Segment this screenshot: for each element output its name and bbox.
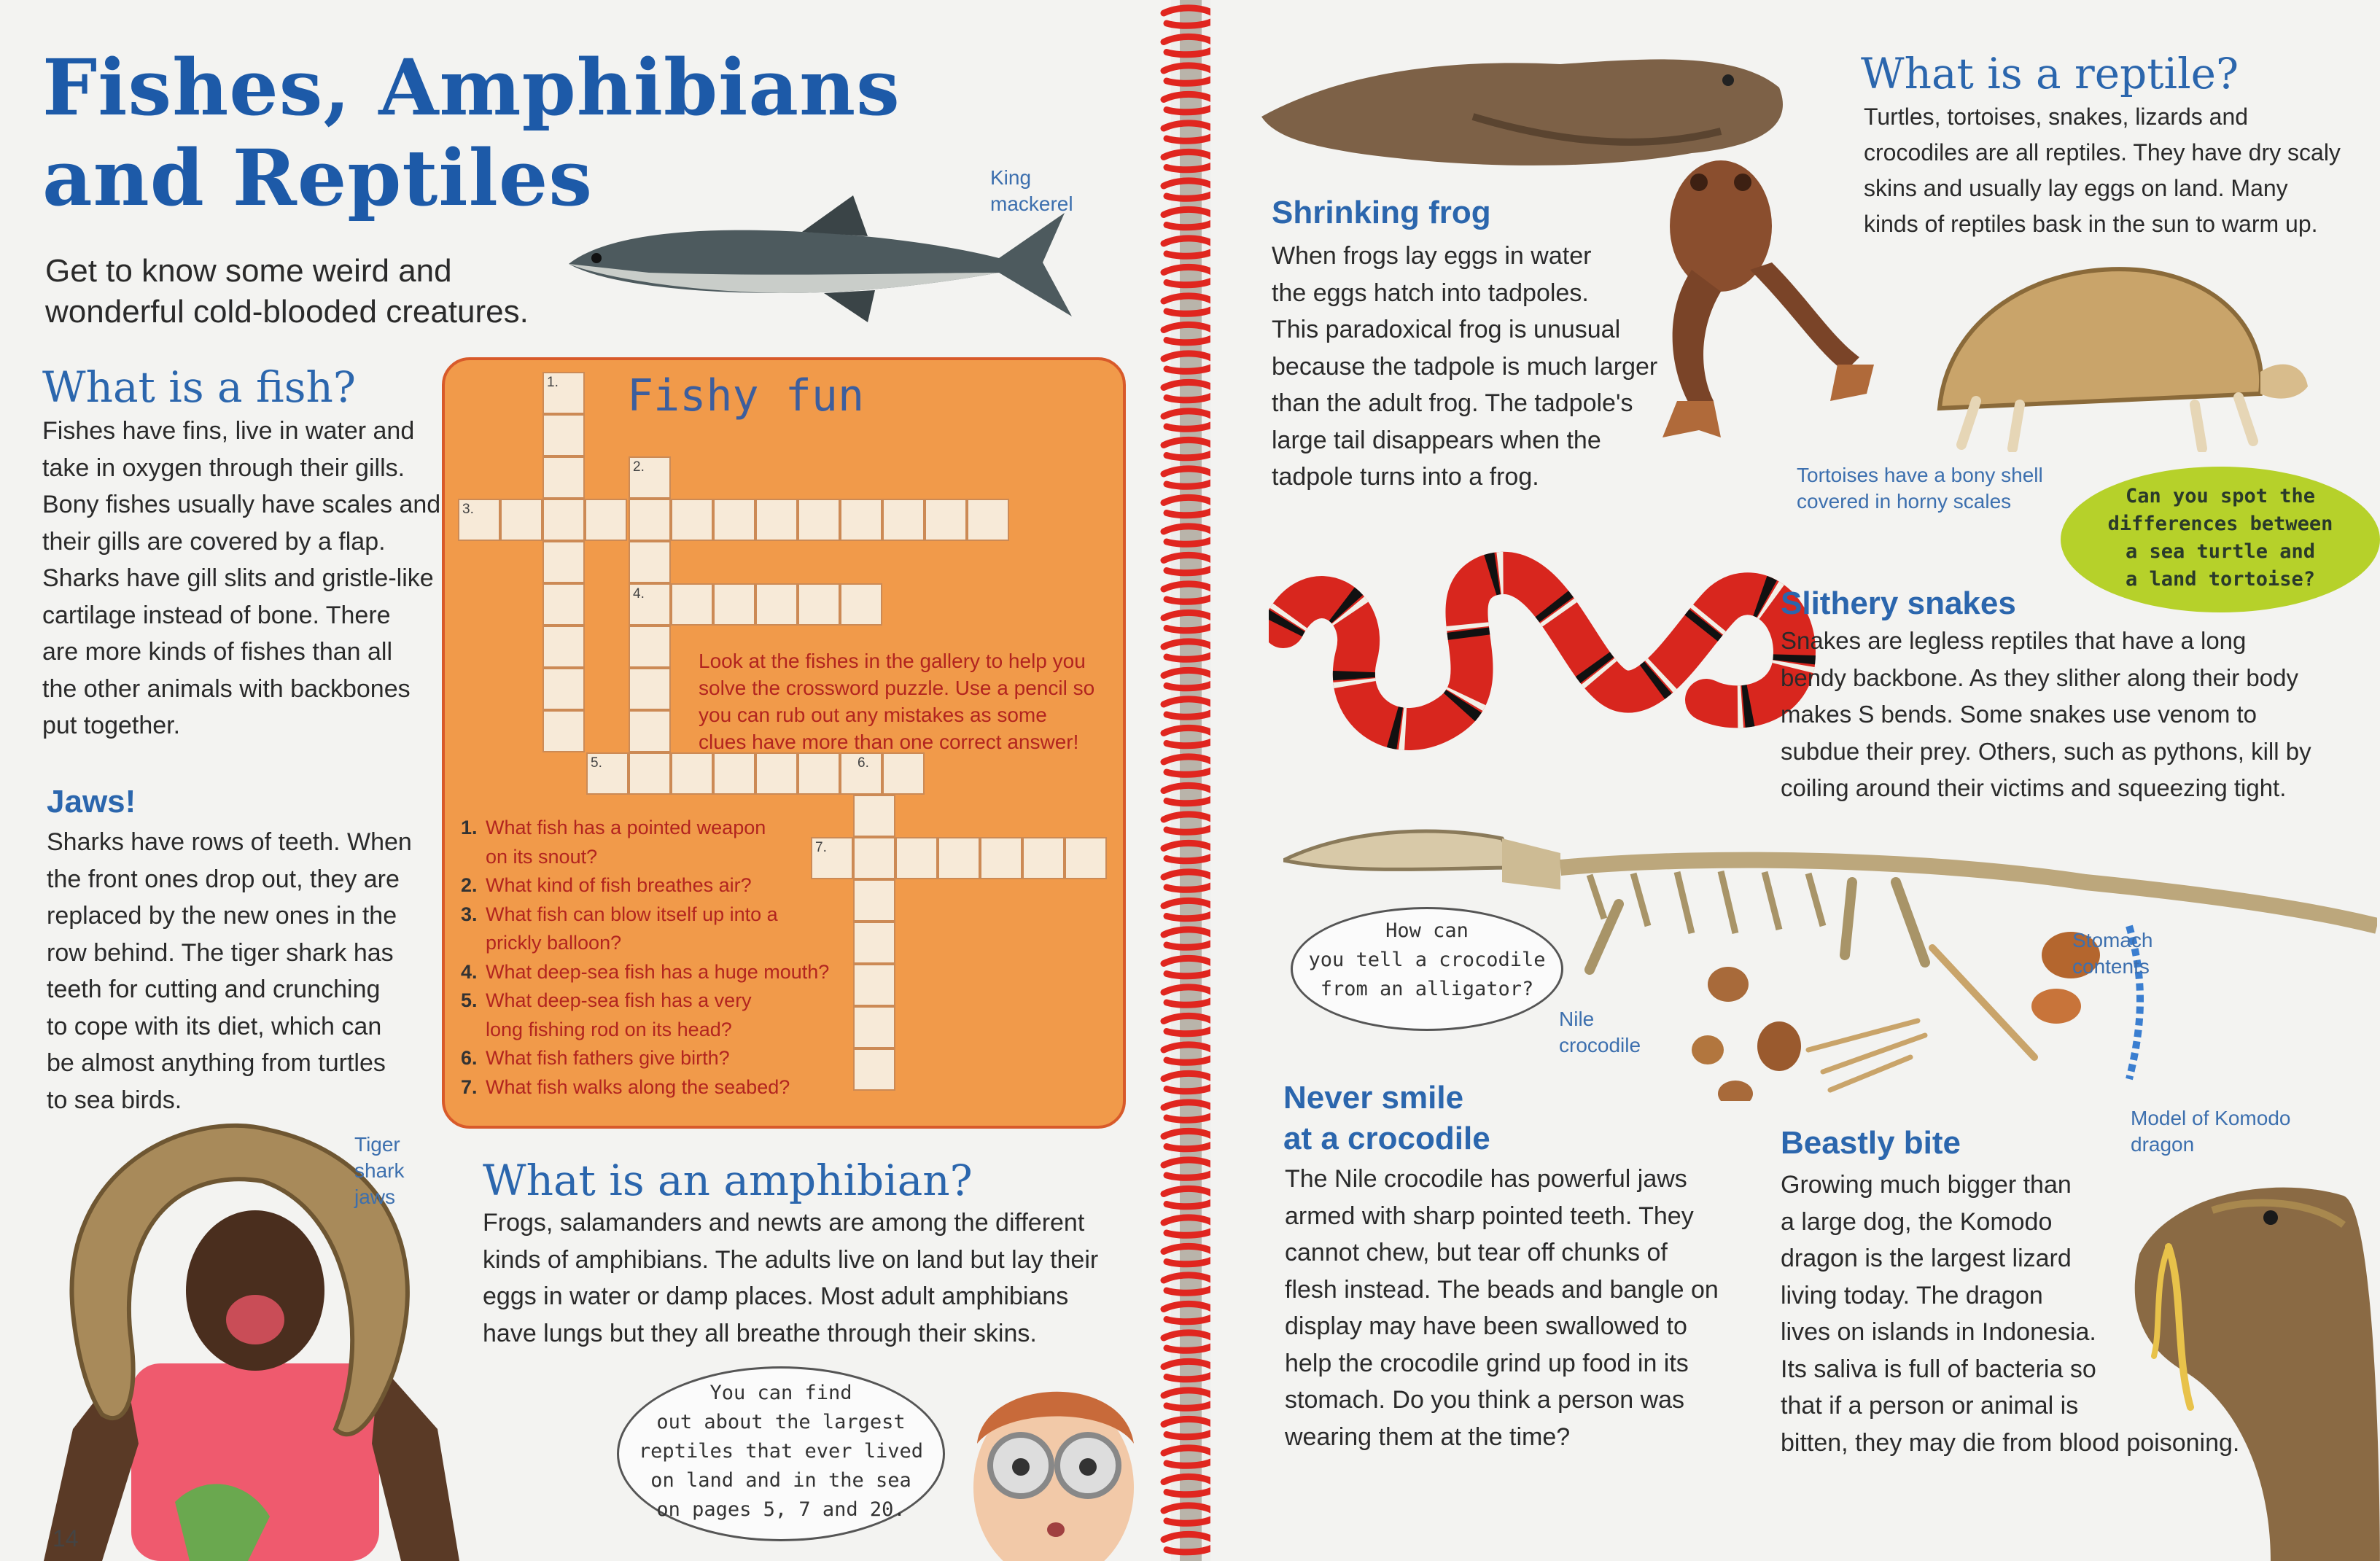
bubble-line: How can bbox=[1385, 919, 1469, 942]
clue-number: 2. bbox=[461, 874, 478, 896]
jaws-body bbox=[47, 824, 440, 1118]
grid-number: 4. bbox=[633, 586, 645, 602]
body-line: kinds of amphibians. The adults live on land but lay their bbox=[483, 1245, 1099, 1274]
stomach-stones-image bbox=[1692, 919, 2377, 1101]
instruction-line: Look at the fishes in the gallery to help you bbox=[699, 650, 1086, 672]
caption-line: Tiger bbox=[354, 1133, 400, 1156]
clue-item bbox=[461, 958, 869, 987]
body-line: kinds of reptiles bask in the sun to warm up. bbox=[1864, 211, 2318, 237]
amphibian-heading: What is an amphibian? bbox=[483, 1156, 973, 1205]
crossword-cell[interactable] bbox=[840, 583, 882, 626]
stomach-contents-caption bbox=[2072, 927, 2153, 980]
clue-item bbox=[461, 986, 869, 1016]
body-line: cartilage instead of bone. There bbox=[42, 601, 391, 629]
body-line: Sharks have rows of teeth. When bbox=[47, 828, 412, 856]
crossword-cell[interactable] bbox=[925, 499, 967, 541]
body-line: have lungs but they all breathe through their skins. bbox=[483, 1319, 1037, 1347]
bite-heading: Beastly bite bbox=[1781, 1125, 1961, 1161]
crossword-cell[interactable] bbox=[542, 456, 585, 499]
clue-number: 6. bbox=[461, 1047, 478, 1069]
body-line: wearing them at the time? bbox=[1285, 1422, 1571, 1451]
intro-line: wonderful cold-blooded creatures. bbox=[45, 294, 529, 330]
body-line: the other animals with backbones bbox=[42, 674, 411, 703]
intro-line: Get to know some weird and bbox=[45, 253, 452, 289]
jaws-heading: Jaws! bbox=[47, 784, 136, 820]
pages-speech-bubble bbox=[617, 1366, 945, 1541]
body-line: put together. bbox=[42, 712, 181, 739]
body-line: than the adult frog. The tadpole's bbox=[1272, 389, 1633, 417]
clue-text: What deep-sea fish has a very bbox=[486, 989, 752, 1011]
crossword-cell[interactable] bbox=[542, 668, 585, 710]
crossword-cell[interactable] bbox=[542, 541, 585, 583]
body-line: display may have been swallowed to bbox=[1285, 1312, 1687, 1340]
clue-item bbox=[461, 900, 869, 930]
clue-text: What kind of fish breathes air? bbox=[486, 874, 752, 896]
crocodile-body bbox=[1285, 1161, 1751, 1455]
clue-item bbox=[461, 814, 869, 843]
body-line: a large dog, the Komodo bbox=[1781, 1207, 2053, 1236]
body-line: their gills are covered by a flap. bbox=[42, 527, 386, 556]
clue-text: What fish has a pointed weapon bbox=[486, 817, 766, 838]
crossword-title: Fishy fun bbox=[627, 370, 865, 421]
body-line: When frogs lay eggs in water bbox=[1272, 242, 1592, 270]
crossword-cell[interactable] bbox=[542, 499, 585, 541]
instruction-line: solve the crossword puzzle. Use a pencil so bbox=[699, 677, 1095, 699]
clue-number: 4. bbox=[461, 960, 478, 983]
heading-line: Never smile bbox=[1283, 1080, 1464, 1116]
body-line: The Nile crocodile has powerful jaws bbox=[1285, 1165, 1687, 1193]
crossword-cell[interactable] bbox=[542, 414, 585, 456]
crossword-cell[interactable] bbox=[755, 752, 798, 795]
left-page bbox=[0, 0, 1171, 1561]
body-line: stomach. Do you think a person was bbox=[1285, 1386, 1685, 1414]
body-line: help the crocodile grind up food in its bbox=[1285, 1349, 1689, 1377]
body-line: Frogs, salamanders and newts are among the different bbox=[483, 1209, 1085, 1237]
heading-line: at a crocodile bbox=[1283, 1121, 1490, 1156]
frog-image bbox=[1648, 153, 1874, 437]
grid-number: 5. bbox=[591, 755, 602, 771]
caption-line: crocodile bbox=[1559, 1034, 1641, 1056]
body-line: crocodiles are all reptiles. They have dry scaly bbox=[1864, 139, 2341, 166]
caption-line: jaws bbox=[354, 1186, 396, 1208]
body-line: that if a person or animal is bbox=[1781, 1392, 2079, 1420]
crossword-cell[interactable] bbox=[882, 752, 925, 795]
snake-body bbox=[1781, 623, 2371, 807]
bubble-line: from an alligator? bbox=[1320, 978, 1534, 1000]
body-line: bendy backbone. As they slither along their body bbox=[1781, 663, 2298, 691]
bubble-line: you tell a crocodile bbox=[1308, 949, 1546, 971]
crocodile-alligator-bubble bbox=[1291, 907, 1563, 1031]
crossword-cell[interactable] bbox=[542, 626, 585, 668]
snake-heading: Slithery snakes bbox=[1781, 585, 2016, 621]
crossword-cell[interactable] bbox=[542, 710, 585, 752]
grid-number: 6. bbox=[858, 755, 869, 771]
fish-body bbox=[42, 413, 451, 744]
caption-line: Tortoises have a bony shell bbox=[1797, 464, 2043, 486]
clue-item bbox=[461, 871, 869, 900]
clue-number: 5. bbox=[461, 989, 478, 1011]
crossword-cell[interactable] bbox=[798, 583, 840, 626]
body-line: lives on islands in Indonesia. bbox=[1781, 1318, 2096, 1346]
bubble-line: on land and in the sea bbox=[650, 1469, 911, 1492]
body-line: because the tadpole is much larger bbox=[1272, 352, 1658, 381]
crossword-panel bbox=[442, 357, 1126, 1129]
bubble-line: differences between bbox=[2107, 513, 2333, 535]
bubble-line: out about the largest bbox=[656, 1411, 906, 1433]
body-line: Turtles, tortoises, snakes, lizards and bbox=[1864, 104, 2249, 130]
clue-text: What deep-sea fish has a huge mouth? bbox=[486, 960, 830, 983]
body-line: dragon is the largest lizard bbox=[1781, 1245, 2072, 1272]
caption-line: King bbox=[990, 166, 1032, 189]
page-number: 14 bbox=[52, 1525, 79, 1552]
body-line: the eggs hatch into tadpoles. bbox=[1272, 279, 1589, 307]
tortoise-skeleton-image bbox=[1918, 248, 2311, 452]
body-line: coiling around their victims and squeezing tight. bbox=[1781, 774, 2287, 801]
clue-number: 7. bbox=[461, 1075, 478, 1098]
crossword-instructions bbox=[699, 647, 1094, 755]
bubble-line: Can you spot the bbox=[2125, 485, 2316, 507]
clue-number: 1. bbox=[461, 817, 478, 838]
clue-number: 3. bbox=[461, 903, 478, 925]
amphibian-body bbox=[483, 1204, 1139, 1352]
body-line: Sharks have gill slits and gristle-like bbox=[42, 564, 434, 592]
clue-text: What fish fathers give birth? bbox=[486, 1047, 730, 1069]
body-line: Fishes have fins, live in water and bbox=[42, 417, 415, 445]
bubble-line: reptiles that ever lived bbox=[638, 1440, 924, 1463]
crossword-cell[interactable] bbox=[882, 499, 925, 541]
body-line: eggs in water or damp places. Most adult amphibians bbox=[483, 1282, 1069, 1310]
grid-number: 3. bbox=[462, 502, 474, 517]
clue-item bbox=[461, 1044, 869, 1073]
fish-heading: What is a fish? bbox=[42, 362, 356, 412]
body-line: are more kinds of fishes than all bbox=[42, 638, 393, 666]
body-line: teeth for cutting and crunching bbox=[47, 976, 381, 1003]
crossword-cell[interactable] bbox=[585, 499, 627, 541]
boy-with-glasses-photo bbox=[962, 1363, 1145, 1561]
grid-number: 2. bbox=[633, 459, 645, 475]
caption-line: covered in horny scales bbox=[1797, 490, 2012, 513]
crossword-cell[interactable] bbox=[895, 837, 938, 879]
bubble-line: a sea turtle and bbox=[2125, 540, 2316, 563]
body-line: subdue their prey. Others, such as pythons, kill by bbox=[1781, 737, 2311, 765]
spine-gap bbox=[1180, 0, 1202, 1561]
frog-heading: Shrinking frog bbox=[1272, 195, 1491, 230]
reptile-heading: What is a reptile? bbox=[1861, 49, 2239, 98]
bubble-line: You can find bbox=[709, 1382, 852, 1404]
body-line: makes S bends. Some snakes use venom to bbox=[1781, 701, 2258, 728]
caption-line: mackerel bbox=[990, 192, 1073, 215]
crossword-cell[interactable] bbox=[629, 626, 671, 668]
tiger-shark-caption bbox=[354, 1132, 404, 1210]
bubble-line: on pages 5, 7 and 20. bbox=[656, 1498, 906, 1521]
komodo-model-caption bbox=[2131, 1105, 2290, 1158]
crossword-cell[interactable] bbox=[938, 837, 980, 879]
caption-line: contents bbox=[2072, 955, 2150, 978]
bubble-line: a land tortoise? bbox=[2125, 568, 2316, 591]
body-line: flesh instead. The beads and bangle on bbox=[1285, 1275, 1719, 1304]
grid-number: 1. bbox=[547, 375, 559, 390]
clue-text: long fishing rod on its head? bbox=[486, 1018, 732, 1040]
crossword-cell[interactable] bbox=[755, 499, 798, 541]
grid-number: 7. bbox=[815, 840, 827, 855]
body-line: tadpole turns into a frog. bbox=[1272, 463, 1539, 491]
body-line: row behind. The tiger shark has bbox=[47, 938, 394, 967]
body-line: Growing much bigger than bbox=[1781, 1171, 2072, 1199]
body-line: armed with sharp pointed teeth. They bbox=[1285, 1202, 1694, 1230]
crossword-cell[interactable] bbox=[542, 583, 585, 626]
crossword-cell[interactable] bbox=[629, 541, 671, 583]
crossword-clues bbox=[461, 814, 869, 1102]
crossword-cell[interactable] bbox=[980, 837, 1022, 879]
king-mackerel-caption bbox=[990, 165, 1073, 217]
crossword-cell[interactable] bbox=[671, 752, 713, 795]
caption-line: Nile bbox=[1559, 1008, 1595, 1030]
body-line: take in oxygen through their gills. bbox=[42, 453, 405, 482]
body-line: the front ones drop out, they are bbox=[47, 865, 400, 893]
nile-crocodile-caption bbox=[1559, 1006, 1641, 1059]
frog-body bbox=[1272, 238, 1680, 496]
body-line: to sea birds. bbox=[47, 1086, 182, 1114]
body-line: Bony fishes usually have scales and bbox=[42, 491, 441, 518]
right-page bbox=[1210, 0, 2380, 1561]
body-line: large tail disappears when the bbox=[1272, 426, 1601, 454]
instruction-line: clues have more than one correct answer! bbox=[699, 731, 1079, 753]
crossword-cell[interactable] bbox=[500, 499, 542, 541]
body-line: replaced by the new ones in the bbox=[47, 902, 397, 930]
body-line: Its saliva is full of bacteria so bbox=[1781, 1355, 2096, 1383]
body-line: skins and usually lay eggs on land. Many bbox=[1864, 175, 2288, 201]
coral-snake-image bbox=[1269, 540, 1823, 780]
title-line: and Reptiles bbox=[42, 132, 594, 223]
crossword-cell[interactable] bbox=[798, 499, 840, 541]
crossword-cell[interactable] bbox=[629, 668, 671, 710]
crossword-cell[interactable] bbox=[713, 499, 755, 541]
crossword-cell[interactable] bbox=[629, 499, 671, 541]
instruction-line: you can rub out any mistakes as some bbox=[699, 704, 1047, 726]
reptile-body bbox=[1864, 99, 2360, 242]
caption-line: shark bbox=[354, 1159, 405, 1182]
caption-line: dragon bbox=[2131, 1133, 2195, 1156]
crossword-cell[interactable] bbox=[840, 499, 882, 541]
body-line: Snakes are legless reptiles that have a long bbox=[1781, 627, 2247, 654]
spot-differences-bubble bbox=[2061, 467, 2380, 612]
tortoise-caption bbox=[1797, 462, 2043, 515]
crossword-cell[interactable] bbox=[629, 752, 671, 795]
clue-item bbox=[461, 1073, 869, 1102]
crossword-cell[interactable] bbox=[713, 752, 755, 795]
clue-text: on its snout? bbox=[486, 845, 598, 868]
crossword-cell[interactable] bbox=[798, 752, 840, 795]
body-line: be almost anything from turtles bbox=[47, 1049, 386, 1077]
body-line: This paradoxical frog is unusual bbox=[1272, 316, 1621, 343]
crossword-cell[interactable] bbox=[671, 499, 713, 541]
crossword-cell[interactable] bbox=[967, 499, 1009, 541]
clue-text: What fish can blow itself up into a bbox=[486, 903, 778, 925]
body-line: living today. The dragon bbox=[1781, 1281, 2043, 1309]
title-line: Fishes, Amphibians bbox=[42, 42, 901, 133]
body-line: cannot chew, but tear off chunks of bbox=[1285, 1239, 1668, 1266]
clue-text: prickly balloon? bbox=[486, 932, 622, 954]
crossword-cell[interactable] bbox=[1022, 837, 1065, 879]
body-line: to cope with its diet, which can bbox=[47, 1012, 382, 1040]
body-line: bitten, they may die from blood poisoning. bbox=[1781, 1428, 2240, 1457]
crossword-cell[interactable] bbox=[1065, 837, 1107, 879]
komodo-dragon-image bbox=[2125, 1167, 2380, 1561]
crossword-cell[interactable] bbox=[629, 710, 671, 752]
intro-text bbox=[45, 251, 529, 332]
caption-line: Stomach bbox=[2072, 929, 2153, 951]
clue-text: What fish walks along the seabed? bbox=[486, 1075, 790, 1098]
crocodile-heading bbox=[1283, 1078, 1490, 1159]
crossword-cell[interactable] bbox=[713, 583, 755, 626]
crossword-cell[interactable] bbox=[755, 583, 798, 626]
crossword-cell[interactable] bbox=[671, 583, 713, 626]
caption-line: Model of Komodo bbox=[2131, 1107, 2291, 1129]
